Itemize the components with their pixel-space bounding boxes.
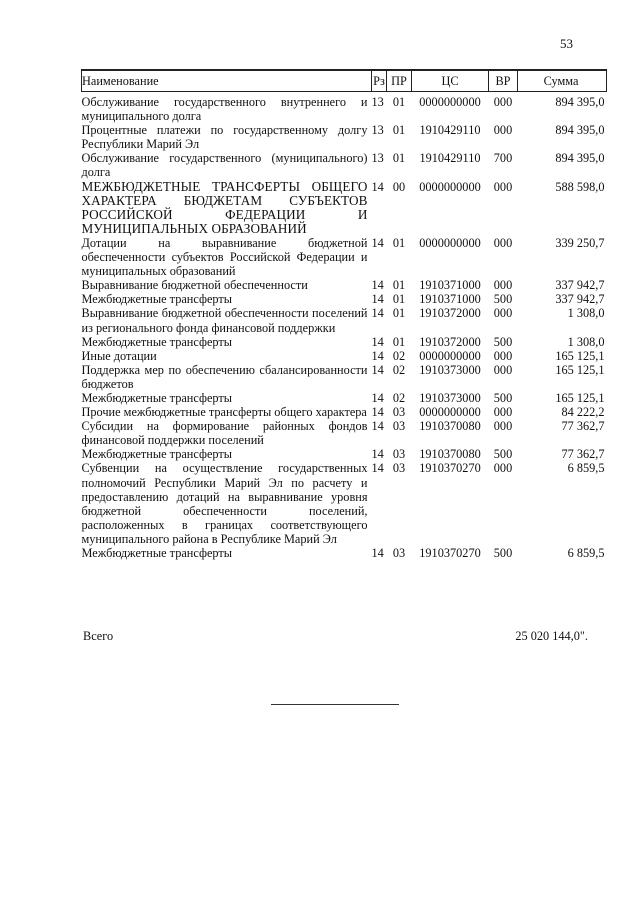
- table-row: [82, 123, 607, 151]
- row-cs: 1910372000: [419, 306, 481, 321]
- table-row: [82, 278, 607, 292]
- row-rz: 13: [371, 151, 384, 166]
- row-name: Поддержка мер по обеспечению сбалансированности бюджетов: [81, 362, 368, 391]
- row-sum: 339 250,7: [555, 235, 605, 250]
- row-vr: 500: [493, 334, 513, 349]
- header-rz: Рз: [372, 70, 387, 92]
- row-rz: 14: [371, 447, 384, 462]
- row-pr: 03: [392, 461, 406, 476]
- row-sum: 588 598,0: [555, 179, 605, 194]
- row-pr: 02: [392, 348, 406, 363]
- row-vr: 500: [493, 447, 513, 462]
- row-cs: 1910371000: [419, 278, 481, 293]
- row-cs: 1910370270: [419, 461, 481, 476]
- row-pr: 01: [392, 151, 406, 166]
- table-row: [82, 546, 607, 560]
- row-rz: 14: [371, 362, 384, 377]
- table-row: [82, 363, 607, 391]
- row-pr: 01: [392, 278, 406, 293]
- row-vr: 500: [493, 390, 513, 405]
- table-row: [82, 151, 607, 179]
- row-name: Межбюджетные трансферты: [81, 334, 233, 349]
- row-name: Прочие межбюджетные трансферты общего характера: [81, 405, 367, 420]
- row-rz: 14: [371, 546, 384, 560]
- page-number: 53: [560, 36, 573, 51]
- total-label: Всего: [83, 629, 114, 643]
- row-vr: 000: [493, 362, 513, 377]
- row-rz: 14: [371, 390, 384, 405]
- table-row: [82, 391, 607, 405]
- row-sum: 894 395,0: [555, 151, 605, 166]
- row-rz: 13: [371, 95, 384, 109]
- row-rz: 14: [371, 292, 384, 307]
- row-cs: 1910370270: [419, 546, 481, 560]
- row-pr: 03: [392, 419, 406, 434]
- row-name: Обслуживание государственного (муниципального) долга: [81, 151, 368, 180]
- row-sum: 165 125,1: [555, 348, 605, 363]
- row-sum: 77 362,7: [561, 419, 605, 434]
- row-rz: 14: [371, 235, 384, 250]
- row-cs: 1910429110: [419, 123, 481, 138]
- row-vr: 000: [493, 95, 513, 109]
- table-row: [82, 180, 607, 236]
- row-sum: 165 125,1: [555, 362, 605, 377]
- row-name: Межбюджетные трансферты: [81, 447, 233, 462]
- table-body: [82, 92, 607, 561]
- table-row: [82, 236, 607, 278]
- row-name: МЕЖБЮДЖЕТНЫЕ ТРАНСФЕРТЫ ОБЩЕГО ХАРАКТЕРА БЮДЖЕТАМ СУБЪЕКТОВ РОССИЙСКОЙ ФЕДЕРАЦИИ И МУНИЦИПАЛЬНЫХ ОБРАЗОВАНИЙ: [81, 178, 368, 236]
- budget-table: [81, 69, 607, 560]
- row-vr: 000: [493, 419, 513, 434]
- row-rz: 14: [371, 419, 384, 434]
- row-pr: 03: [392, 405, 406, 420]
- row-pr: 01: [392, 235, 406, 250]
- row-rz: 14: [371, 405, 384, 420]
- row-cs: 0000000000: [419, 235, 481, 250]
- row-vr: 000: [493, 235, 513, 250]
- table-row: [82, 292, 607, 306]
- row-rz: 14: [371, 334, 384, 349]
- row-cs: 0000000000: [419, 95, 481, 109]
- row-rz: 14: [371, 278, 384, 293]
- row-pr: 02: [392, 362, 406, 377]
- table-row: [82, 405, 607, 419]
- row-cs: 1910373000: [419, 362, 481, 377]
- row-rz: 14: [371, 461, 384, 476]
- row-pr: 03: [392, 546, 406, 560]
- row-rz: 13: [371, 123, 384, 138]
- row-pr: 03: [392, 447, 406, 462]
- header-pr: ПР: [387, 70, 412, 92]
- row-rz: 14: [371, 348, 384, 363]
- row-vr: 000: [493, 306, 513, 321]
- table-header-row: [82, 70, 607, 92]
- row-pr: 01: [392, 95, 406, 109]
- row-sum: 337 942,7: [555, 292, 605, 307]
- row-vr: 000: [493, 179, 513, 194]
- row-sum: 165 125,1: [555, 390, 605, 405]
- row-pr: 01: [392, 123, 406, 138]
- row-sum: 894 395,0: [555, 95, 605, 109]
- table-row: [82, 306, 607, 334]
- row-rz: 14: [371, 179, 384, 194]
- row-cs: 1910429110: [419, 151, 481, 166]
- total-value: 25 020 144,0".: [515, 629, 588, 643]
- row-cs: 0000000000: [419, 179, 481, 194]
- table-row: [82, 461, 607, 546]
- row-vr: 500: [493, 546, 513, 560]
- row-rz: 14: [371, 306, 384, 321]
- row-cs: 0000000000: [419, 405, 481, 420]
- header-name: Наименование: [82, 70, 372, 92]
- row-sum: 894 395,0: [555, 123, 605, 138]
- row-sum: 6 859,5: [567, 461, 605, 476]
- row-vr: 000: [493, 123, 513, 138]
- row-name: Дотации на выравнивание бюджетной обеспеченности субъектов Российской Федерации и муниципальных образований: [81, 235, 368, 279]
- row-vr: 000: [493, 405, 513, 420]
- row-pr: 02: [392, 390, 406, 405]
- table-row: [82, 447, 607, 461]
- header-cs: ЦС: [412, 70, 489, 92]
- row-pr: 01: [392, 306, 406, 321]
- row-cs: 1910373000: [419, 390, 481, 405]
- row-pr: 01: [392, 334, 406, 349]
- row-cs: 1910370080: [419, 447, 481, 462]
- end-divider-line: [271, 704, 399, 705]
- header-vr: ВР: [489, 70, 518, 92]
- row-pr: 01: [392, 292, 406, 307]
- row-sum: 77 362,7: [561, 447, 605, 462]
- row-cs: 0000000000: [419, 348, 481, 363]
- row-name: Обслуживание государственного внутреннего и муниципального долга: [81, 95, 368, 124]
- row-name: Выравнивание бюджетной обеспеченности: [81, 278, 308, 293]
- table-row: [82, 92, 607, 124]
- row-sum: 1 308,0: [567, 334, 605, 349]
- row-pr: 00: [392, 179, 406, 194]
- row-name: Межбюджетные трансферты: [81, 546, 233, 560]
- row-name: Выравнивание бюджетной обеспеченности поселений из регионального фонда финансовой поддержки: [81, 306, 368, 335]
- row-sum: 6 859,5: [567, 546, 605, 560]
- row-name: Субсидии на формирование районных фондов финансовой поддержки поселений: [81, 419, 368, 448]
- row-sum: 1 308,0: [567, 306, 605, 321]
- row-cs: 1910371000: [419, 292, 481, 307]
- row-name: Субвенции на осуществление государственных полномочий Республики Марий Эл по расчету и предоставлению дотаций на выравнивание уровня бюджетной обеспеченности поселений, расположенных в границах соответствующего муниципального района в Республике Марий Эл: [81, 461, 368, 546]
- row-name: Межбюджетные трансферты: [81, 390, 233, 405]
- row-name: Процентные платежи по государственному долгу Республики Марий Эл: [81, 123, 368, 152]
- row-vr: 500: [493, 292, 513, 307]
- row-vr: 000: [493, 461, 513, 476]
- row-vr: 700: [493, 151, 513, 166]
- header-sum: Сумма: [518, 70, 607, 92]
- row-name: Межбюджетные трансферты: [81, 292, 233, 307]
- row-vr: 000: [493, 278, 513, 293]
- table-row: [82, 419, 607, 447]
- row-vr: 000: [493, 348, 513, 363]
- row-cs: 1910372000: [419, 334, 481, 349]
- row-sum: 337 942,7: [555, 278, 605, 293]
- row-name: Иные дотации: [81, 348, 157, 363]
- row-cs: 1910370080: [419, 419, 481, 434]
- table-row: [82, 335, 607, 349]
- row-sum: 84 222,2: [561, 405, 605, 420]
- table-row: [82, 349, 607, 363]
